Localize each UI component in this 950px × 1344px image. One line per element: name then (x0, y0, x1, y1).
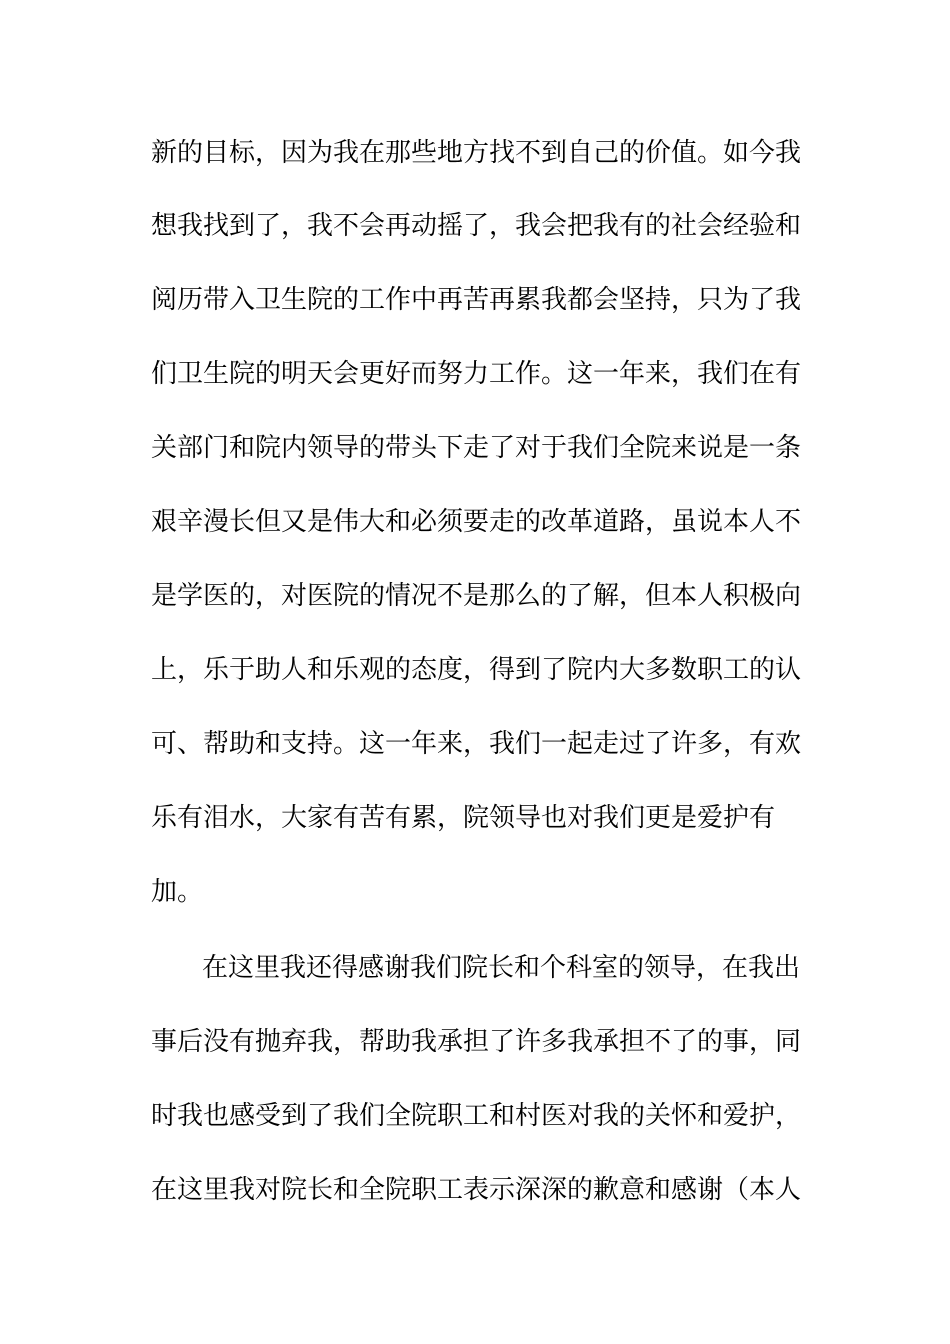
paragraph-line: 们卫生院的明天会更好而努力工作。这一年来，我们在有 (151, 359, 802, 389)
paragraph-line: 阅历带入卫生院的工作中再苦再累我都会坚持，只为了我 (151, 285, 802, 315)
paragraph-first-line: 在这里我还得感谢我们院长和个科室的领导，在我出 (202, 953, 801, 983)
paragraph-line: 在这里我对院长和全院职工表示深深的歉意和感谢（本人 (151, 1175, 802, 1205)
paragraph-line: 是学医的，对医院的情况不是那么的了解，但本人积极向 (151, 581, 802, 611)
paragraph-line: 乐有泪水，大家有苦有累，院领导也对我们更是爱护有 (151, 803, 776, 833)
paragraph-line: 时我也感受到了我们全院职工和村医对我的关怀和爱护， (151, 1101, 802, 1131)
paragraph-line: 加。 (151, 877, 204, 907)
paragraph-line: 事后没有抛弃我，帮助我承担了许多我承担不了的事，同 (151, 1027, 802, 1057)
paragraph-line: 新的目标，因为我在那些地方找不到自己的价值。如今我 (151, 138, 802, 168)
paragraph-line: 想我找到了，我不会再动摇了，我会把我有的社会经验和 (151, 211, 802, 241)
paragraph-line: 上，乐于助人和乐观的态度，得到了院内大多数职工的认 (151, 655, 802, 685)
paragraph-line: 艰辛漫长但又是伟大和必须要走的改革道路，虽说本人不 (151, 507, 802, 537)
paragraph-line: 关部门和院内领导的带头下走了对于我们全院来说是一条 (151, 433, 802, 463)
paragraph-line: 可、帮助和支持。这一年来，我们一起走过了许多，有欢 (151, 729, 802, 759)
